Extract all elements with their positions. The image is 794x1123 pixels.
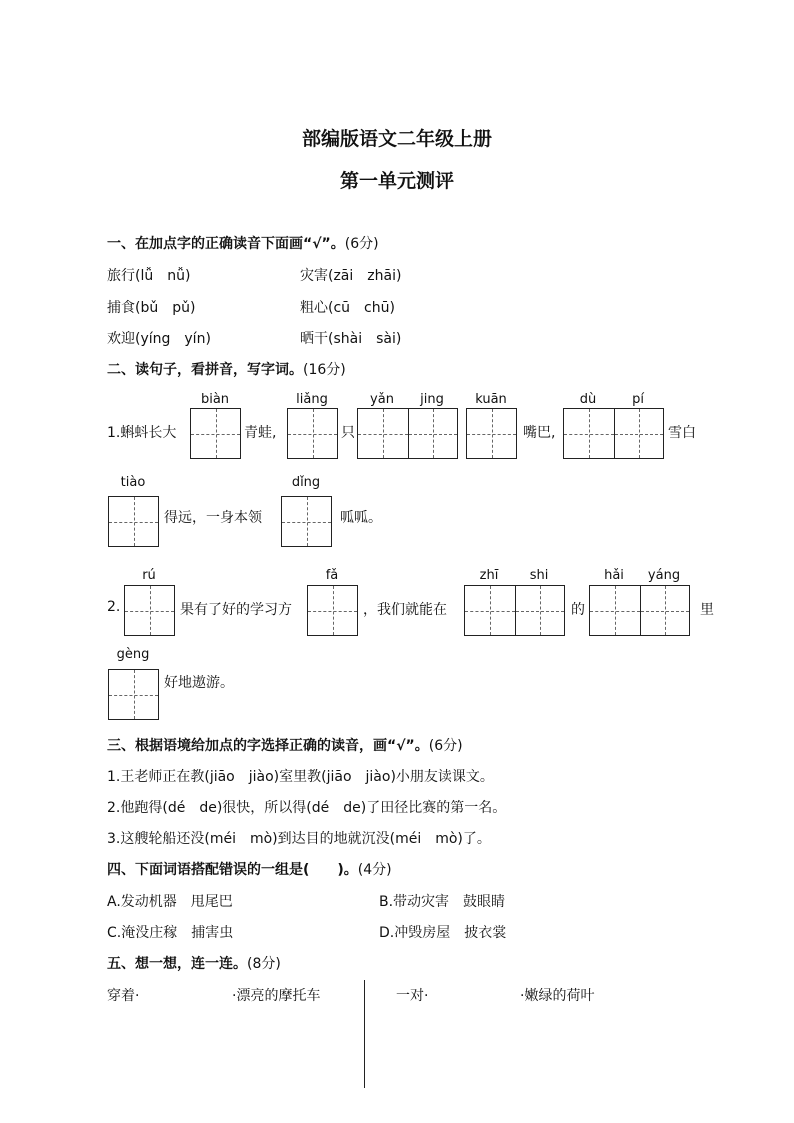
s3-item-2[interactable]: 2.他跑得(dé de)很快，所以得(dé de)了田径比赛的第一名。 bbox=[107, 800, 507, 816]
section2-score: (16分) bbox=[303, 362, 346, 378]
s2-1-t1: 青蛙, bbox=[244, 425, 277, 441]
pinyin-geng: gèng bbox=[116, 647, 150, 662]
section3-heading-text: 三、根据语境给加点的字选择正确的读音，画“√”。 bbox=[107, 738, 429, 754]
pinyin-ding: dǐng bbox=[291, 475, 321, 490]
answer-box-ding[interactable] bbox=[281, 496, 332, 547]
section5-score: (8分) bbox=[247, 956, 281, 972]
pinyin-du: dù bbox=[579, 392, 597, 407]
pinyin-yang: yáng bbox=[647, 568, 681, 583]
section1-score: (6分) bbox=[344, 236, 379, 252]
answer-box-fa[interactable] bbox=[307, 585, 358, 636]
section4-heading-text: 四、下面词语搭配错误的一组是( )。 bbox=[107, 862, 358, 878]
s1-item-4[interactable]: 粗心(cū chū) bbox=[300, 300, 395, 316]
s2-2-t5: 好地遨游。 bbox=[164, 675, 234, 691]
page-subtitle: 第一单元测评 bbox=[339, 170, 454, 192]
s1-item-2[interactable]: 灾害(zāi zhāi) bbox=[300, 268, 402, 284]
s2-1-t6: 呱呱。 bbox=[340, 510, 382, 526]
section2-heading bbox=[107, 359, 346, 379]
s1-item-6[interactable]: 晒干(shài sài) bbox=[300, 331, 402, 347]
section1-heading bbox=[107, 233, 379, 253]
section2-heading-text: 二、读句子，看拼音，写字词。 bbox=[107, 362, 303, 378]
s3-item-1[interactable]: 1.王老师正在教(jiāo jiào)室里教(jiāo jiào)小朋友读课文。 bbox=[107, 769, 494, 785]
answer-box-liang[interactable] bbox=[287, 408, 338, 459]
answer-box-haiyang[interactable] bbox=[589, 585, 690, 636]
pinyin-tiao: tiào bbox=[120, 475, 146, 490]
pinyin-kuan: kuān bbox=[475, 392, 507, 407]
s2-1-num: 1.蝌蚪长大 bbox=[107, 425, 177, 441]
s3-item-3[interactable]: 3.这艘轮船还没(méi mò)到达目的地就沉没(méi mò)了。 bbox=[107, 831, 491, 847]
pinyin-fa: fǎ bbox=[325, 568, 339, 583]
s4-option-b[interactable]: B.带动灾害 鼓眼睛 bbox=[379, 894, 506, 910]
s2-2-t4: 里 bbox=[700, 602, 714, 618]
s2-2-t1: 果有了好的学习方 bbox=[180, 602, 292, 618]
s1-item-5[interactable]: 欢迎(yíng yín) bbox=[107, 331, 211, 347]
section5-heading bbox=[107, 953, 281, 973]
s5-right-item-a[interactable]: ·漂亮的摩托车 bbox=[232, 988, 321, 1004]
s4-option-c[interactable]: C.淹没庄稼 捕害虫 bbox=[107, 925, 234, 941]
pinyin-pi: pí bbox=[632, 392, 644, 407]
answer-box-dupi[interactable] bbox=[563, 408, 664, 459]
pinyin-ru: rú bbox=[142, 568, 156, 583]
pinyin-jing: jing bbox=[420, 392, 444, 407]
s1-item-1[interactable]: 旅行(lǚ nǚ) bbox=[107, 268, 191, 284]
s2-1-t4: 雪白 bbox=[668, 425, 696, 441]
pinyin-hai: hǎi bbox=[604, 568, 624, 583]
s2-2-t3: 的 bbox=[571, 602, 585, 618]
s2-2-num: 2. bbox=[107, 599, 121, 615]
answer-box-tiao[interactable] bbox=[108, 496, 159, 547]
answer-box-kuan[interactable] bbox=[466, 408, 517, 459]
s4-option-d[interactable]: D.冲毁房屋 披衣裳 bbox=[379, 925, 507, 941]
section3-score: (6分) bbox=[428, 738, 463, 754]
answer-box-zhishi[interactable] bbox=[464, 585, 565, 636]
pinyin-bian: biàn bbox=[200, 392, 230, 407]
pinyin-yan: yǎn bbox=[370, 392, 394, 407]
pinyin-shi: shi bbox=[529, 568, 549, 583]
s4-option-a[interactable]: A.发动机器 甩尾巴 bbox=[107, 894, 233, 910]
section-divider-line bbox=[364, 980, 365, 1088]
section4-score: (4分) bbox=[357, 862, 392, 878]
answer-box-yanjing[interactable] bbox=[357, 408, 458, 459]
answer-box-geng[interactable] bbox=[108, 669, 159, 720]
section4-heading bbox=[107, 859, 392, 879]
pinyin-liang: liǎng bbox=[296, 392, 328, 407]
section5-heading-text: 五、想一想，连一连。 bbox=[107, 956, 247, 972]
s2-1-t5: 得远，一身本领 bbox=[164, 510, 262, 526]
s5-right-item-b[interactable]: ·嫩绿的荷叶 bbox=[520, 988, 595, 1004]
pinyin-zhi: zhī bbox=[479, 568, 499, 583]
s5-left-item-a[interactable]: 穿着· bbox=[107, 988, 140, 1004]
section3-heading bbox=[107, 735, 463, 755]
s1-item-3[interactable]: 捕食(bǔ pǔ) bbox=[107, 300, 196, 316]
answer-box-ru[interactable] bbox=[124, 585, 175, 636]
section1-heading-text: 一、在加点字的正确读音下面画“√”。 bbox=[107, 236, 345, 252]
s5-left-item-b[interactable]: 一对· bbox=[396, 988, 429, 1004]
s2-1-t2: 只 bbox=[341, 425, 355, 441]
page-title: 部编版语文二年级上册 bbox=[301, 128, 492, 150]
answer-box-bian[interactable] bbox=[190, 408, 241, 459]
s2-1-t3: 嘴巴, bbox=[523, 425, 556, 441]
s2-2-t2: ，我们就能在 bbox=[363, 602, 447, 618]
